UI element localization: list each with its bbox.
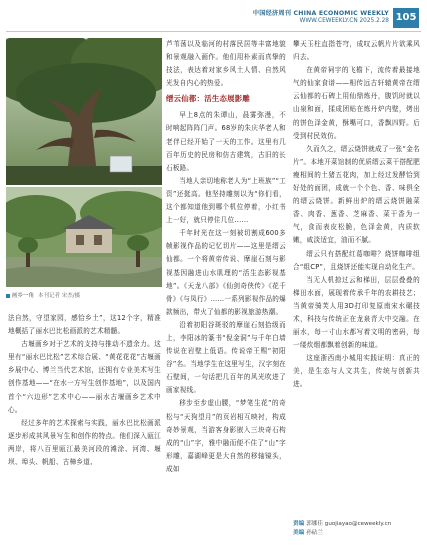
photo-caption	[6, 291, 162, 301]
paragraph: 移步至步虚山腰，“梦笔生花”的奇松与“天狗望月”的页岩相互映衬，构成奇妙景观，当游客身影嵌入三块奇石构成的“山”字，雅中融而便不住了“山”字形雕，嘉湖峰更是大自然的移轴镜头，成如	[166, 399, 286, 473]
paragraph: 久而久之，缙云烧饼就成了一张“金名片”。本地开菜馆制的优质缙云菜干搭配肥瘦相间的土猪五花肉，加上经过发酵恰到好处的面团，成就一个个色、香、味俱全的缙云烧饼。新鲜出炉的缙云烧饼融菜香、肉香、葱香、芝麻香、菜干香为一气，食而表皮松脆，色泽金黄，内质软嫩，咸淡适宜，油而不腻。	[293, 144, 420, 245]
paragraph: 古堰画乡对于艺术的支持与推动不遗余力。这里有“丽水巴比松”艺术综合展、“黄花花花”古堰画乡展中心、博兰当代艺术馆，还拥有专业美术写生创作基地——“在水一方写生创作基地”，以及国内首个“六边形”艺术中心——丽水古堰画乡艺术中心。	[8, 340, 161, 414]
paragraph: 当地人亲切地称老人为“上班族”“工资”还挺高。他坚持雕刻以为“你们看，这个都知道他到哪个机位停着，小红书上一好，就只停住几位......	[166, 176, 286, 225]
paragraph: 在黄帝祠宇的飞檐下，流传着最接地气的仙家食谱——相传远古轩辕黄帝在缙云仙都的石碑上用仙鼎炼丹，腹饥时就以山泉和面，揉成团贴在炼丹炉内壁，烤出的饼色泽金黄，酥嘴可口，香飘四野。后受到村民效仿。	[293, 66, 420, 140]
section-subheading: 缙云仙都：活生态展影雕	[166, 94, 251, 104]
paragraph: 早上8点的朱谭山，晨雾弥漫，不时响起阵阵门声。68岁的朱庆华老人和老伴已经开始了一天的工作。这里有几百年历史的民房和仿古建筑，古旧的长石板路。	[166, 111, 286, 172]
article-column-1	[8, 312, 161, 469]
magazine-name: 中国经济周刊 CHINA ECONOMIC WEEKLY	[252, 10, 389, 17]
paragraph: 千年时光在这一刻被切割成600多帧影视作品的记忆切片——这里是缙云仙都。一个将黄帝传说、摩崖石刻与影视基因融进山水肌理的“活生态影视基地”。《天龙八部》《仙剑奇侠传》《花千骨》《与凤行》……一系列影视作品的爆款频出，带火了仙都的影视旅游热潮。	[166, 229, 286, 316]
article-column-2	[166, 38, 286, 476]
editor-line	[293, 520, 420, 529]
article-column-3	[293, 38, 420, 392]
river-town-photo	[6, 187, 162, 287]
paragraph: 经过多年的艺术探索与实践，丽水巴比松画派逐步形成其风景写生和创作的特点。他们深入瓯江两岸，将八百里瓯江最美河段的滩涂、河湾、堰坝、埠头、帆船、古樟乡道、	[8, 418, 161, 467]
paragraph: 芦苇荡以及临河的村落民居等丰富地貌和景观融入画作。他们用朴素而真挚的技法，表达着对家乡风土人情、自然风光发自内心的热爱。	[166, 40, 286, 88]
paragraph: 沿着初阳谷斑驳的摩崖石刻拾级而上，李阳冰的篆书“倪金洞”与千年白墙传说在岩壁上低语。传说帝王赐“初阳谷”名。当地学生在这里写生，汉字刻在石壁间，一句话把几百年的风光吹进了画家视线。	[166, 320, 287, 395]
caption-marker	[6, 294, 10, 298]
paragraph: 缙云只有搭配红葛咖啡？烧饼咖啡组合“组CP”，且烧饼还能实现自动化生产。	[293, 249, 420, 271]
art-editor-line	[293, 529, 420, 538]
editor-credits	[293, 520, 420, 538]
editor-label: 责编	[293, 521, 305, 527]
paragraph: 攀天玉柱直指苍穹，成叹云帆片片欲乘风归去。	[293, 40, 420, 62]
page-number: 105	[393, 8, 419, 28]
paragraph: 法自然，守望家园，感恰乡土”，这12个字，精准地概括了丽水巴比松画派的艺术精髓。	[8, 314, 161, 336]
art-editor-label: 美编	[293, 530, 305, 536]
editor-name: 郭娜佳 guojiayao@ceweekly.cn	[306, 521, 392, 527]
paragraph: 当无人机掠过云和梯田，层层叠叠的梯田水面，展现着传承千年的农耕技艺；当黄帝骑芙人用3D打印复原南宋水碾技术，科技与传统正在龙泉青大中交融。在丽水，每一寸山水都写着文明的密码，每一缕炊烟都飘着创新的味道。	[293, 275, 420, 350]
caption-credit: 本刊记者 宋杰/摄	[38, 293, 81, 299]
page-header	[0, 6, 427, 32]
magazine-url-date: WWW.CEWEEKLY.CN 2025.2.28	[299, 18, 389, 24]
paragraph: 这座浙西南小城用实践证明：真正的美，是生态与人文共生，传统与创新共进。	[293, 354, 420, 389]
ancient-tree-photo	[6, 38, 162, 185]
art-editor-name: 孙砧兰	[306, 530, 323, 536]
caption-text: 画乡一角	[12, 293, 35, 299]
header-divider	[6, 31, 421, 32]
